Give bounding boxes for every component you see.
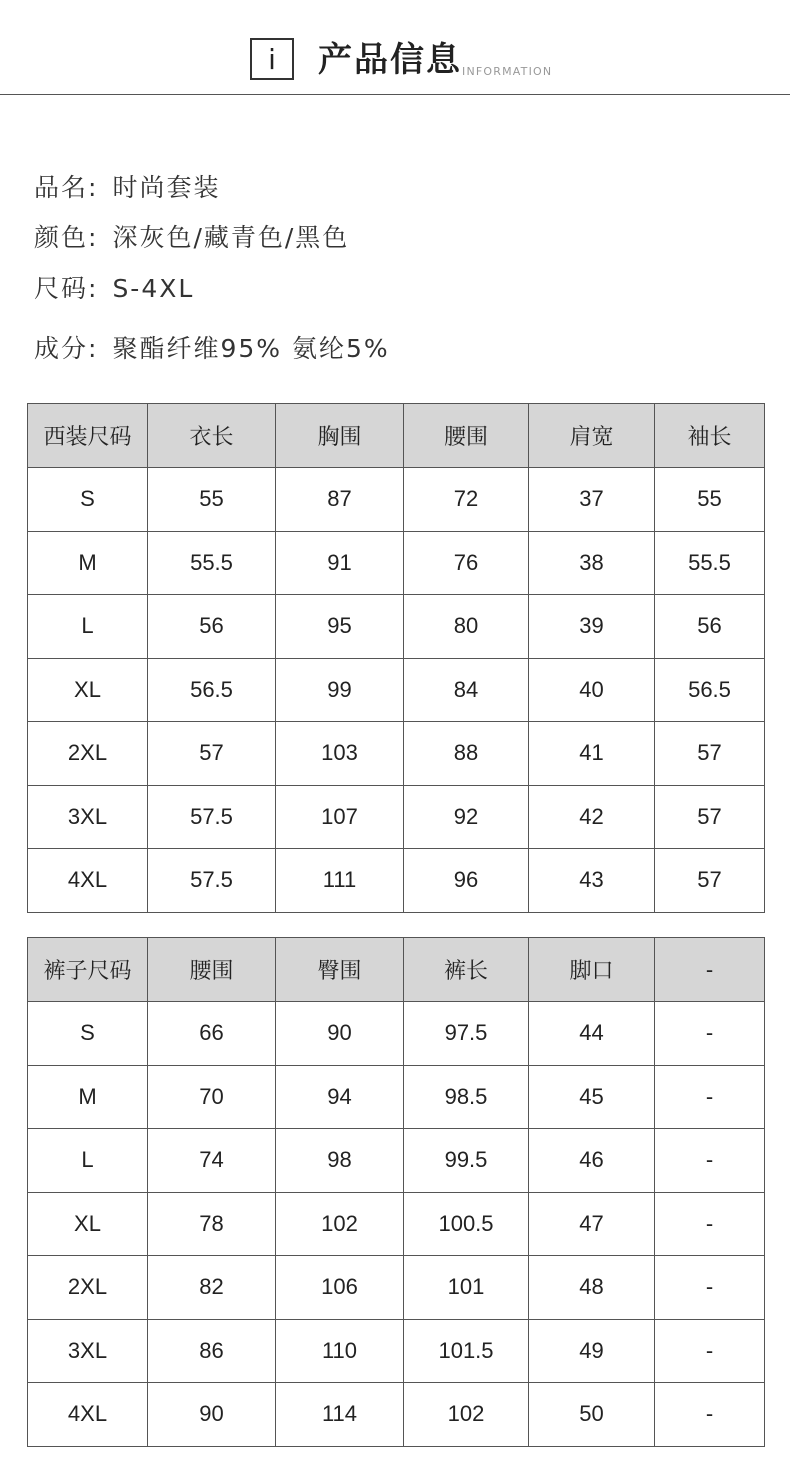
table-cell: 2XL xyxy=(28,1256,148,1320)
table-cell: 3XL xyxy=(28,1319,148,1383)
table-cell: 42 xyxy=(529,785,655,849)
table-row xyxy=(28,849,765,913)
table-cell: 107 xyxy=(276,785,404,849)
table-row xyxy=(28,595,765,659)
table-cell: 4XL xyxy=(28,1383,148,1447)
table-cell: 91 xyxy=(276,531,404,595)
table-row xyxy=(28,1065,765,1129)
table-cell: 110 xyxy=(276,1319,404,1383)
table-cell: 88 xyxy=(404,722,529,786)
spec-material xyxy=(34,334,390,364)
table-cell: 82 xyxy=(148,1256,276,1320)
table-cell: - xyxy=(655,1256,765,1320)
table-cell: 70 xyxy=(148,1065,276,1129)
table-cell: - xyxy=(655,1065,765,1129)
table-cell: 55 xyxy=(148,468,276,532)
spec-color xyxy=(34,223,349,253)
table-cell: 37 xyxy=(529,468,655,532)
table-cell: 57 xyxy=(148,722,276,786)
table-cell: 57.5 xyxy=(148,785,276,849)
header-cell: 腰围 xyxy=(404,404,529,468)
table-cell: 86 xyxy=(148,1319,276,1383)
table-cell: 102 xyxy=(276,1192,404,1256)
table-row xyxy=(28,1002,765,1066)
table-cell: 97.5 xyxy=(404,1002,529,1066)
spec-value: S-4XL xyxy=(112,274,195,303)
table-cell: M xyxy=(28,531,148,595)
table-cell: 55.5 xyxy=(148,531,276,595)
header-cell: 脚口 xyxy=(529,938,655,1002)
table-cell: 46 xyxy=(529,1129,655,1193)
table-cell: 102 xyxy=(404,1383,529,1447)
table-cell: 57 xyxy=(655,785,765,849)
table-cell: 56 xyxy=(148,595,276,659)
table-cell: 76 xyxy=(404,531,529,595)
table-cell: 4XL xyxy=(28,849,148,913)
info-icon: i xyxy=(250,38,294,80)
table-cell: 90 xyxy=(148,1383,276,1447)
table-cell: 98 xyxy=(276,1129,404,1193)
table-cell: 94 xyxy=(276,1065,404,1129)
table-row xyxy=(28,1256,765,1320)
table-cell: 84 xyxy=(404,658,529,722)
table-row xyxy=(28,531,765,595)
header-cell: 肩宽 xyxy=(529,404,655,468)
table-cell: - xyxy=(655,1383,765,1447)
header-cell: 胸围 xyxy=(276,404,404,468)
spec-value: 深灰色/藏青色/黑色 xyxy=(112,223,350,252)
table-cell: XL xyxy=(28,658,148,722)
table-row xyxy=(28,468,765,532)
table-cell: 95 xyxy=(276,595,404,659)
table-cell: 96 xyxy=(404,849,529,913)
table-header-row xyxy=(28,938,765,1002)
table-cell: 72 xyxy=(404,468,529,532)
spec-value: 聚酯纤维95% 氨纶5% xyxy=(112,334,390,363)
header-cell: 裤长 xyxy=(404,938,529,1002)
table-cell: - xyxy=(655,1002,765,1066)
table-cell: 41 xyxy=(529,722,655,786)
table-cell: 100.5 xyxy=(404,1192,529,1256)
table-cell: 55.5 xyxy=(655,531,765,595)
header-cell: 衣长 xyxy=(148,404,276,468)
table-cell: 56 xyxy=(655,595,765,659)
table-cell: 3XL xyxy=(28,785,148,849)
table-cell: 49 xyxy=(529,1319,655,1383)
table-cell: 55 xyxy=(655,468,765,532)
header-divider xyxy=(0,94,790,95)
pants-size-table xyxy=(27,937,765,1447)
table-cell: 57.5 xyxy=(148,849,276,913)
table-cell: 45 xyxy=(529,1065,655,1129)
table-cell: XL xyxy=(28,1192,148,1256)
table-cell: 57 xyxy=(655,849,765,913)
header-cell: 腰围 xyxy=(148,938,276,1002)
table-cell: 39 xyxy=(529,595,655,659)
table-row xyxy=(28,658,765,722)
table-row xyxy=(28,1319,765,1383)
table-cell: - xyxy=(655,1129,765,1193)
table-cell: 103 xyxy=(276,722,404,786)
table-cell: M xyxy=(28,1065,148,1129)
table-cell: S xyxy=(28,468,148,532)
table-cell: 80 xyxy=(404,595,529,659)
header-cell: - xyxy=(655,938,765,1002)
table-cell: 98.5 xyxy=(404,1065,529,1129)
table-cell: 38 xyxy=(529,531,655,595)
page-title: 产品信息 xyxy=(318,40,462,80)
table-cell: 47 xyxy=(529,1192,655,1256)
page-subtitle: INFORMATION xyxy=(462,65,553,78)
table-cell: 74 xyxy=(148,1129,276,1193)
table-cell: - xyxy=(655,1192,765,1256)
spec-size xyxy=(34,274,194,304)
table-cell: 101.5 xyxy=(404,1319,529,1383)
header-cell: 西装尺码 xyxy=(28,404,148,468)
table-cell: 40 xyxy=(529,658,655,722)
table-cell: 56.5 xyxy=(655,658,765,722)
table-cell: 101 xyxy=(404,1256,529,1320)
table-cell: S xyxy=(28,1002,148,1066)
table-cell: 78 xyxy=(148,1192,276,1256)
header-cell: 袖长 xyxy=(655,404,765,468)
table-cell: 99.5 xyxy=(404,1129,529,1193)
table-cell: 56.5 xyxy=(148,658,276,722)
table-cell: 66 xyxy=(148,1002,276,1066)
spec-product-name xyxy=(34,173,220,203)
table-cell: 2XL xyxy=(28,722,148,786)
spec-value: 时尚套装 xyxy=(112,173,221,202)
table-cell: 87 xyxy=(276,468,404,532)
table-cell: 106 xyxy=(276,1256,404,1320)
table-cell: 92 xyxy=(404,785,529,849)
table-row xyxy=(28,722,765,786)
spec-label: 尺码: xyxy=(34,274,99,303)
table-cell: 57 xyxy=(655,722,765,786)
table-cell: 90 xyxy=(276,1002,404,1066)
table-cell: 114 xyxy=(276,1383,404,1447)
table-row xyxy=(28,1192,765,1256)
table-row xyxy=(28,1383,765,1447)
spec-label: 成分: xyxy=(34,334,99,363)
table-cell: 111 xyxy=(276,849,404,913)
table-row xyxy=(28,1129,765,1193)
table-row xyxy=(28,785,765,849)
spec-label: 品名: xyxy=(34,173,99,202)
suit-size-table xyxy=(27,403,765,913)
table-cell: 43 xyxy=(529,849,655,913)
table-cell: L xyxy=(28,595,148,659)
table-cell: 99 xyxy=(276,658,404,722)
table-cell: 50 xyxy=(529,1383,655,1447)
header-cell: 臀围 xyxy=(276,938,404,1002)
header-cell: 裤子尺码 xyxy=(28,938,148,1002)
table-cell: 44 xyxy=(529,1002,655,1066)
table-cell: L xyxy=(28,1129,148,1193)
page-header xyxy=(0,0,790,96)
table-header-row xyxy=(28,404,765,468)
table-cell: - xyxy=(655,1319,765,1383)
table-cell: 48 xyxy=(529,1256,655,1320)
spec-label: 颜色: xyxy=(34,223,99,252)
